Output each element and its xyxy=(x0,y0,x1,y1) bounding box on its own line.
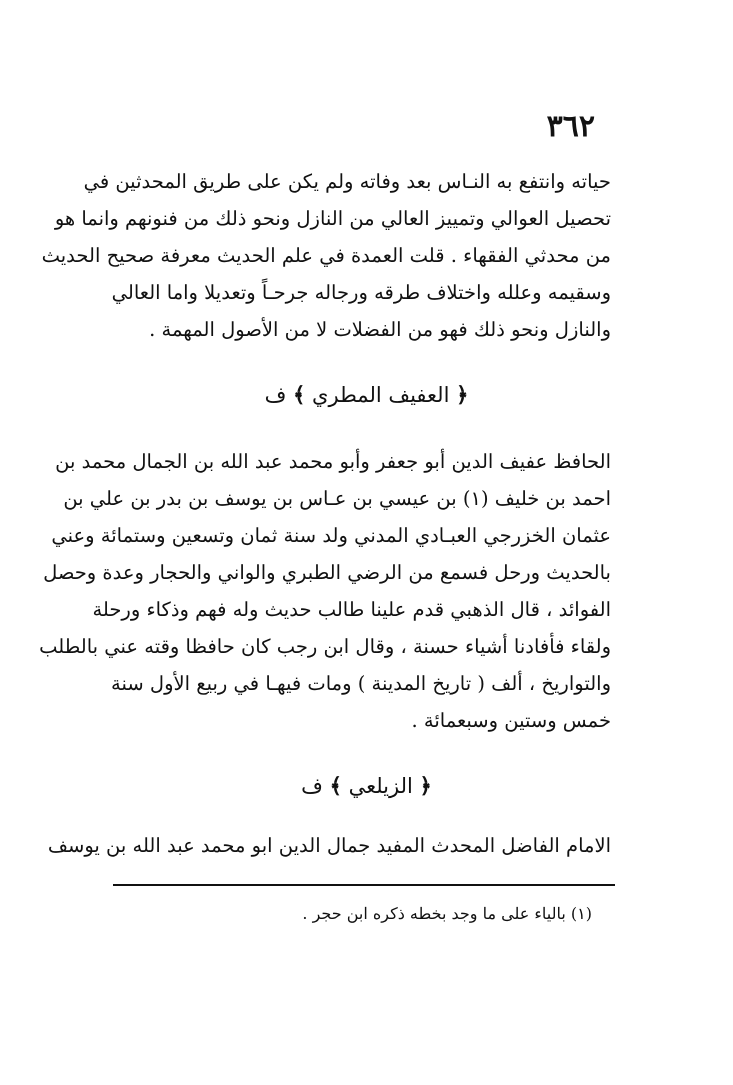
section-heading-al-zaylai xyxy=(0,768,733,804)
text-line: حياته وانتفع به النـاس بعد وفاته ولم يكن على طريق المحدثين في xyxy=(83,170,611,193)
text-line: عثمان الخزرجي العبـادي المدني ولد سنة ثمان وتسعين وستمائة وعني xyxy=(51,524,611,547)
text-line: الفوائد ، قال الذهبي قدم علينا طالب حديث وله فهم وذكاء ورحلة xyxy=(92,598,611,621)
section-title: العفيف المطري xyxy=(312,383,450,407)
text-line: تحصيل العوالي وتمييز العالي من النازل ونحو ذلك من فنونهم وانما هو xyxy=(54,207,611,230)
text-line: ولقاء فأفادنا أشياء حسنة ، وقال ابن رجب كان حافظا وقته عني بالطلب xyxy=(39,635,611,658)
ornamental-bracket-close: ﴾ xyxy=(293,382,306,407)
text-line: الامام الفاضل المحدث المفيد جمال الدين ابو محمد عبد الله بن يوسف xyxy=(47,834,611,857)
paragraph-biography-afif xyxy=(39,443,611,739)
text-line: الحافظ عفيف الدين أبو جعفر وأبو محمد عبد الله بن الجمال محمد بن xyxy=(55,450,611,473)
paragraph-continuation xyxy=(41,163,611,348)
text-line: والتواريخ ، ألف ( تاريخ المدينة ) ومات فيهـا في ربيع الأول سنة xyxy=(111,672,611,695)
footnote-divider xyxy=(113,884,615,886)
footnote: (١) بالياء على ما وجد بخطه ذكره ابن حجر . xyxy=(302,904,592,923)
ornamental-bracket-open: ﴿ xyxy=(419,773,432,798)
text-line: من محدثي الفقهاء . قلت العمدة في علم الحديث معرفة صحيح الحديث xyxy=(41,244,611,267)
text-line: وسقيمه وعلله واختلاف طرقه ورجاله جرحـاً وتعديلا واما العالي xyxy=(111,281,611,304)
page-number: ٣٦٢ xyxy=(546,109,595,144)
section-suffix: ف xyxy=(301,774,323,798)
section-suffix: ف xyxy=(264,383,287,407)
text-line: والنازل ونحو ذلك فهو من الفضلات لا من الأصول المهمة . xyxy=(149,318,611,341)
ornamental-bracket-open: ﴿ xyxy=(456,382,469,407)
text-line: بالحديث ورحل فسمع من الرضي الطبري والواني والحجار وعدة وحصل xyxy=(43,561,611,584)
text-line: خمس وستين وسبعمائة . xyxy=(411,709,611,732)
section-heading-afif-al-matari xyxy=(0,377,733,413)
section-title: الزيلعي xyxy=(348,774,413,798)
ornamental-bracket-close: ﴾ xyxy=(329,773,342,798)
text-line: احمد بن خليف (١) بن عيسي بن عـاس بن يوسف بن بدر بن علي بن xyxy=(63,487,611,510)
paragraph-biography-zaylai xyxy=(47,827,611,864)
